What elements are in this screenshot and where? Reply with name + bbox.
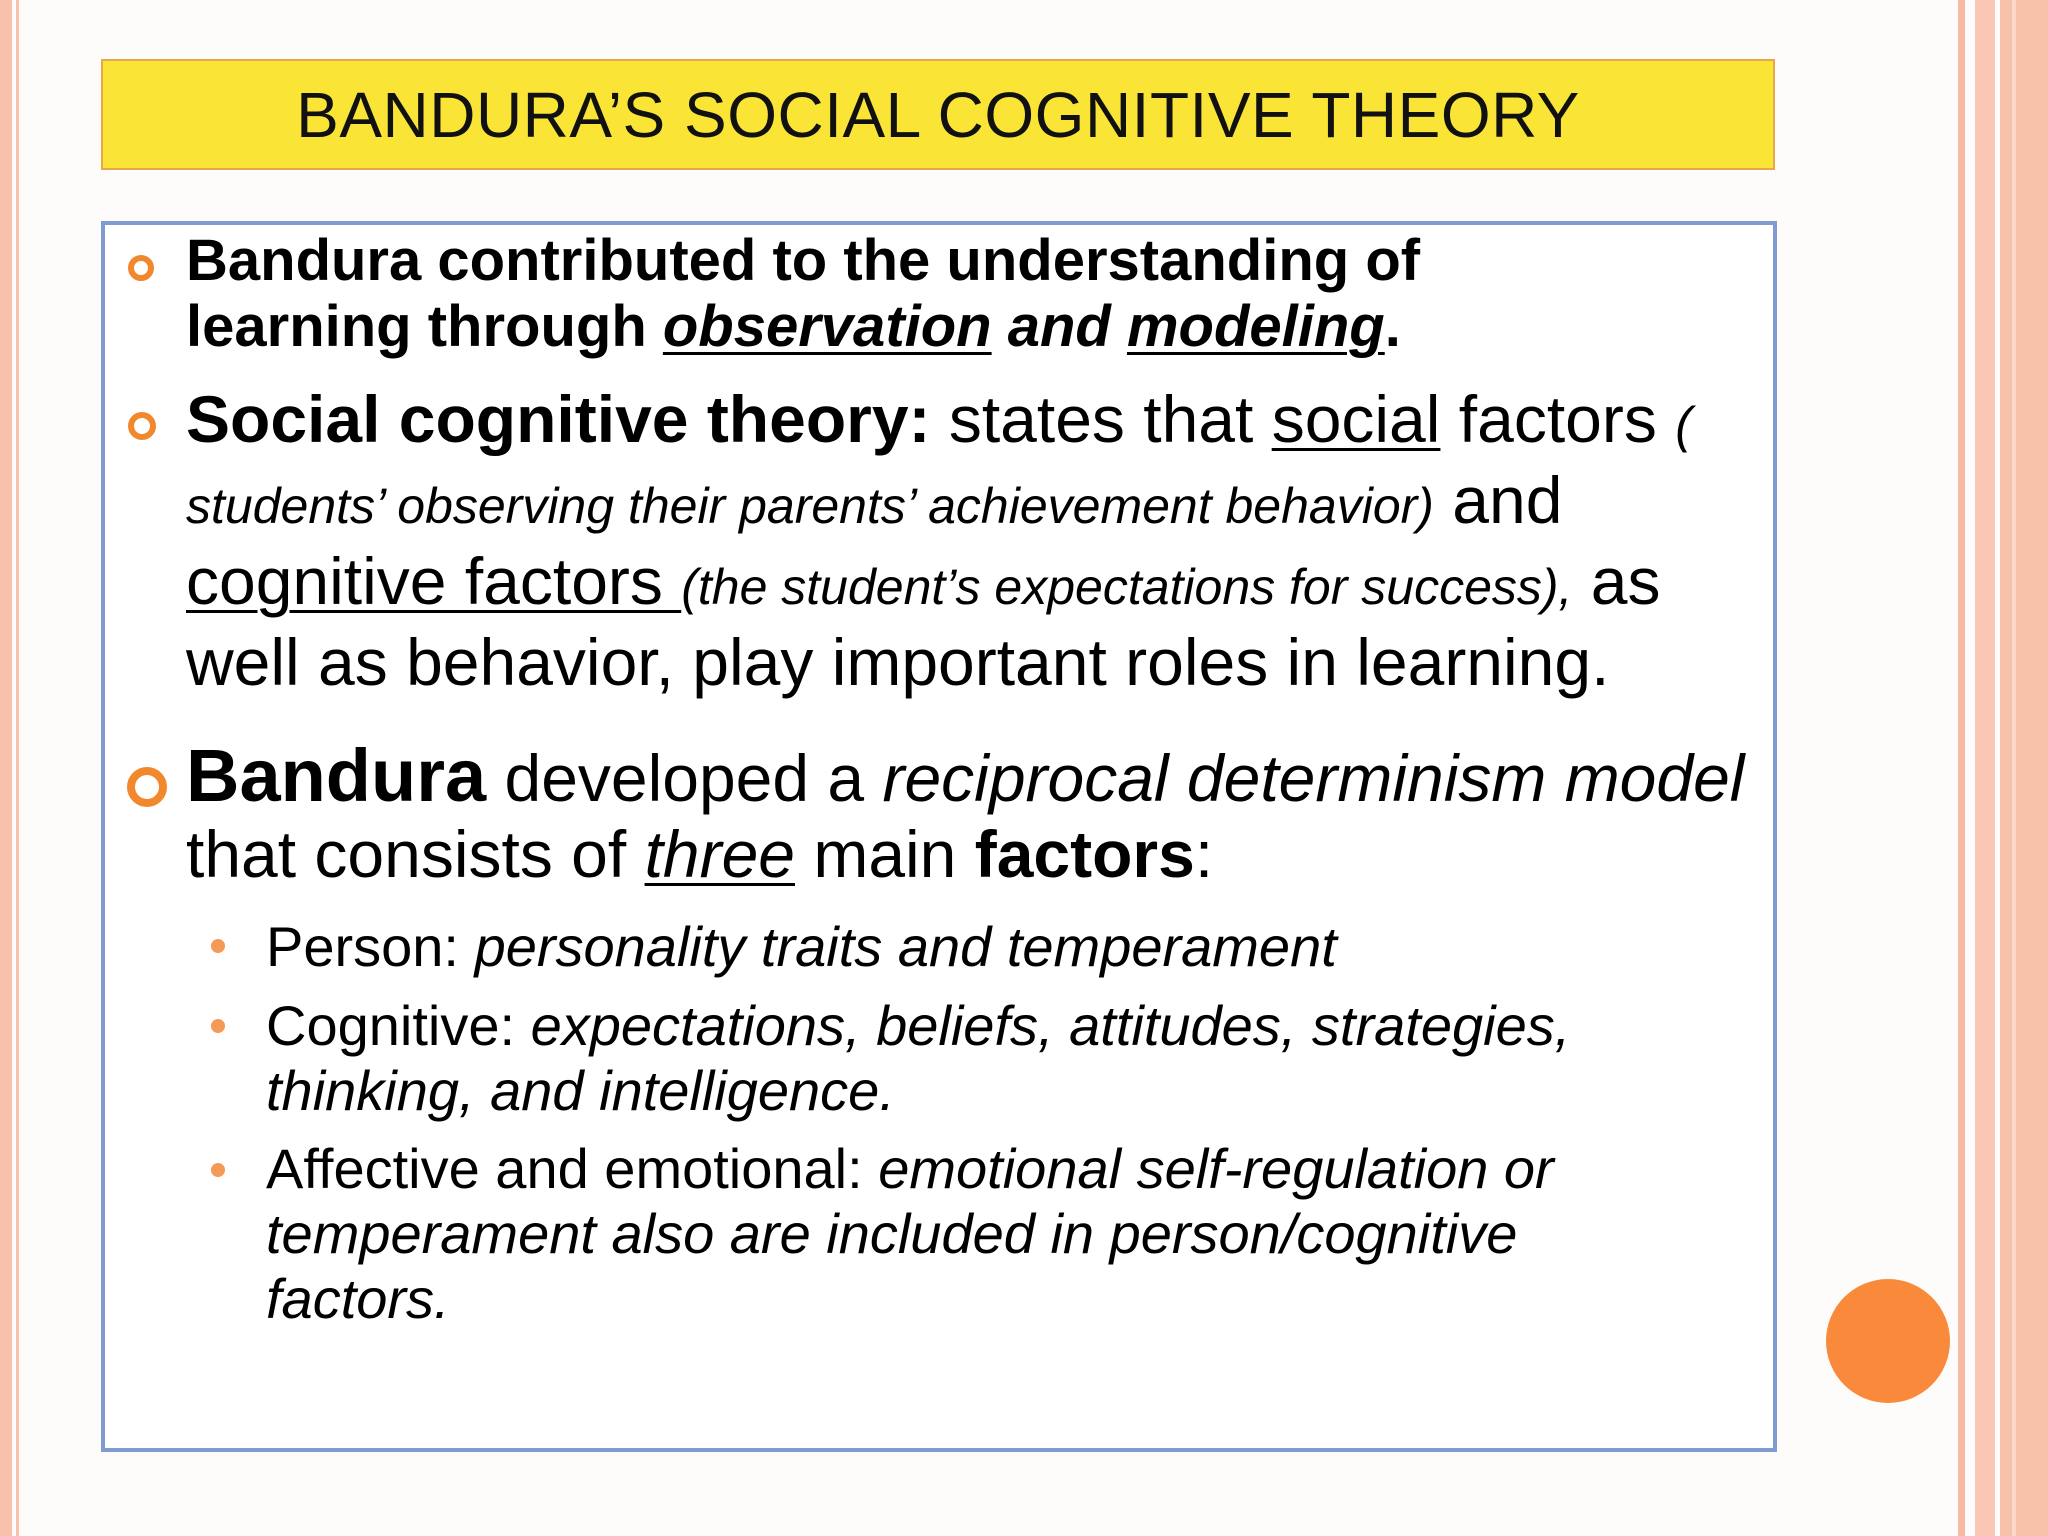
sub-item-desc-cont: temperament also are included in person/cognitive [266,1202,1518,1265]
slide-title-box [101,59,1775,170]
factors-term: factors [974,817,1195,891]
left-stripe [0,0,12,1536]
bullet-2-text [186,382,1766,700]
sub-item-desc-cont: thinking, and intelligence. [266,1059,895,1122]
sub-item-desc: personality traits and temperament [474,915,1337,978]
bullet-1-text [186,228,1420,360]
sub-item-line [266,1136,1554,1201]
hollow-circle-bullet-icon [127,767,167,807]
sub-item-desc-cont: factors. [266,1267,450,1330]
sub-item-label: Affective and emotional: [266,1137,879,1200]
bandura-name: Bandura [186,734,487,817]
sub-item-line [266,993,1570,1058]
right-stripe [1958,0,1965,1536]
left-stripe-thin [16,0,19,1536]
modeling-term: modeling [1126,294,1385,359]
bullet-1-text-a: learning through [186,294,663,359]
dot-bullet-icon [211,939,225,953]
bullet-2-text-d: as well as behavior, play important roles in learning. [186,544,1661,699]
bullet-3-text-c: main [795,817,975,891]
observation-term: observation [662,294,992,359]
social-cognitive-theory-term: Social cognitive theory: [186,382,931,456]
bullet-3-colon: : [1194,817,1214,891]
sub-item-affective [266,1136,1554,1331]
hollow-circle-bullet-icon [128,255,154,281]
sub-item-desc: expectations, beliefs, attitudes, strategies, [530,994,1571,1057]
sub-item-cognitive [266,993,1570,1123]
sub-item-label: Cognitive: [266,994,531,1057]
sub-item-label: Person: [266,915,475,978]
right-stripe-highlight [2012,0,2016,1536]
three-term: three [644,817,795,891]
slide-title: BANDURA’S SOCIAL COGNITIVE THEORY [296,78,1580,151]
dot-bullet-icon [211,1163,225,1177]
right-stripe-wide [2000,0,2048,1536]
cognitive-factors-term: cognitive factors [186,544,682,618]
decorative-orange-circle [1826,1279,1950,1403]
bullet-2-text-a: states that [930,382,1272,456]
bullet-2-text-c: and [1433,463,1563,537]
bullet-3-text-b: that consists of [186,817,645,891]
hollow-circle-bullet-icon [128,412,156,440]
bullet-1-line-2 [186,294,1420,360]
bullet-2-text-b: factors [1440,382,1676,456]
bullet-1-line-1: Bandura contributed to the understanding of [186,228,1421,293]
cognitive-factors-example: (the student’s expectations for success), [681,559,1573,615]
sub-item-desc: emotional self-regulation or [878,1137,1554,1200]
sub-item-person [266,914,1337,979]
bullet-1-and: and [991,294,1127,359]
social-term: social [1271,382,1441,456]
right-stripe [1975,0,1995,1536]
social-factors-example: ( students’ observing their parents’ achievement behavior) [186,397,1692,534]
reciprocal-determinism-model: reciprocal determinism model [882,741,1745,815]
bullet-1-period: . [1384,294,1401,359]
bullet-3-text-a: developed a [486,741,883,815]
bullet-3-text [186,734,1746,892]
dot-bullet-icon [211,1019,225,1033]
